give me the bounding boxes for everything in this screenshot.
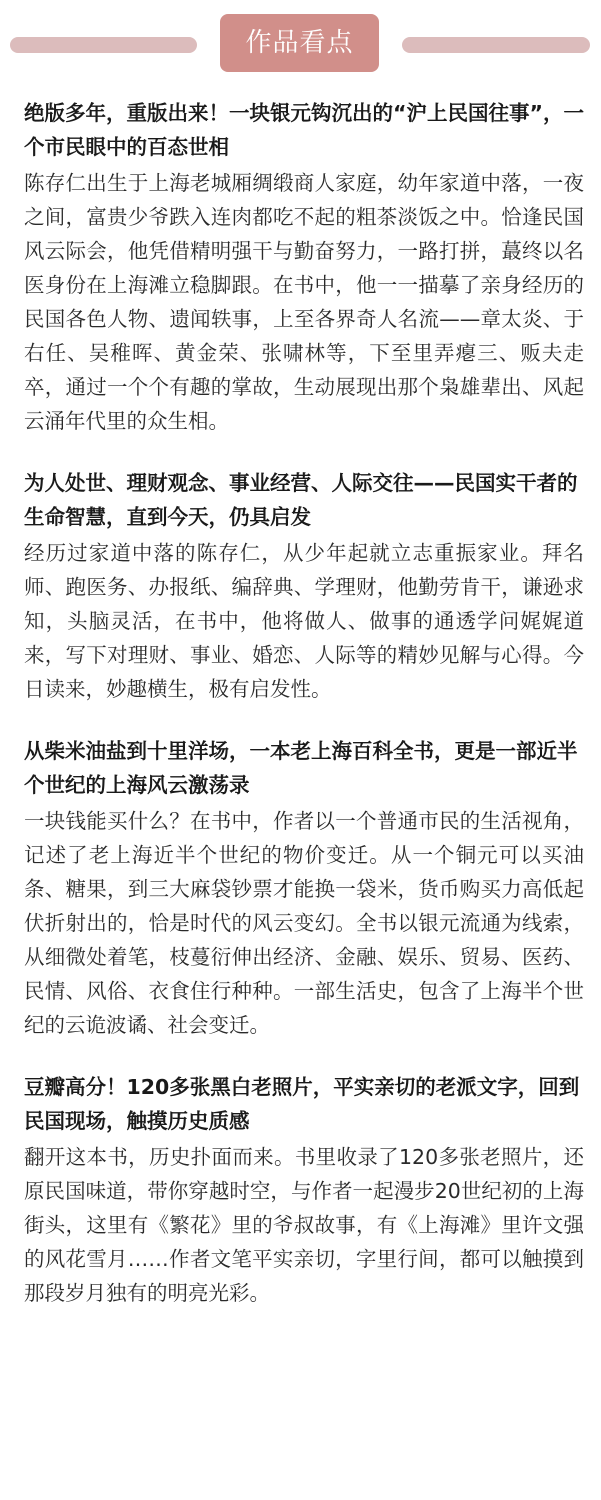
highlight-section [24,734,584,1042]
highlight-body: 陈存仁出生于上海老城厢绸缎商人家庭，幼年家道中落，一夜之间，富贵少爷跌入连肉都吃不起的粗茶淡饭之中。恰逢民国风云际会，他凭借精明强干与勤奋努力，一路打拼，蕞终以名医身份在上海滩立稳脚跟。在书中，他一一描摹了亲身经历的民国各色人物、遗闻轶事，上至各界奇人名流——章太炎、于右任、吴稚晖、黄金荣、张啸林等，下至里弄瘪三、贩夫走卒，通过一个个有趣的掌故，生动展现出那个枭雄辈出、风起云涌年代里的众生相。 [24,171,584,433]
section-header [0,0,601,90]
header-title-badge: 作品看点 [220,14,379,72]
highlight-title: 从柴米油盐到十里洋场，一本老上海百科全书，更是一部近半个世纪的上海风云激荡录 [24,739,578,797]
highlight-body: 翻开这本书，历史扑面而来。书里收录了120多张老照片，还原民国味道，带你穿越时空，与作者一起漫步20世纪初的上海街头，这里有《繁花》里的爷叔故事，有《上海滩》里许文强的风花雪月……作者文笔平实亲切，字里行间，都可以触摸到那段岁月独有的明亮光彩。 [24,1145,584,1305]
highlight-title: 绝版多年，重版出来！一块银元钩沉出的“沪上民国往事”，一个市民眼中的百态世相 [24,101,584,159]
left-decorative-bar [10,37,197,53]
highlights-content [24,96,584,1338]
highlight-title: 为人处世、理财观念、事业经营、人际交往——民国实干者的生命智慧，直到今天，仍具启发 [24,471,578,529]
highlight-title: 豆瓣高分！120多张黑白老照片，平实亲切的老派文字，回到民国现场，触摸历史质感 [24,1075,580,1133]
highlight-section [24,1070,584,1310]
highlight-body: 一块钱能买什么？在书中，作者以一个普通市民的生活视角，记述了老上海近半个世纪的物价变迁。从一个铜元可以买油条、糖果，到三大麻袋钞票才能换一袋米，货币购买力高低起伏折射出的，恰是时代的风云变幻。全书以银元流通为线索，从细微处着笔，枝蔓衍伸出经济、金融、娱乐、贸易、医药、民情、风俗、衣食住行种种。一部生活史，包含了上海半个世纪的云诡波谲、社会变迁。 [24,809,584,1037]
highlight-section [24,466,584,706]
highlight-body: 经历过家道中落的陈存仁，从少年起就立志重振家业。拜名师、跑医务、办报纸、编辞典、学理财，他勤劳肯干，谦逊求知，头脑灵活，在书中，他将做人、做事的通透学问娓娓道来，写下对理财、事业、婚恋、人际等的精妙见解与心得。今日读来，妙趣横生，极有启发性。 [24,541,584,701]
highlight-section [24,96,584,438]
right-decorative-bar [402,37,590,53]
